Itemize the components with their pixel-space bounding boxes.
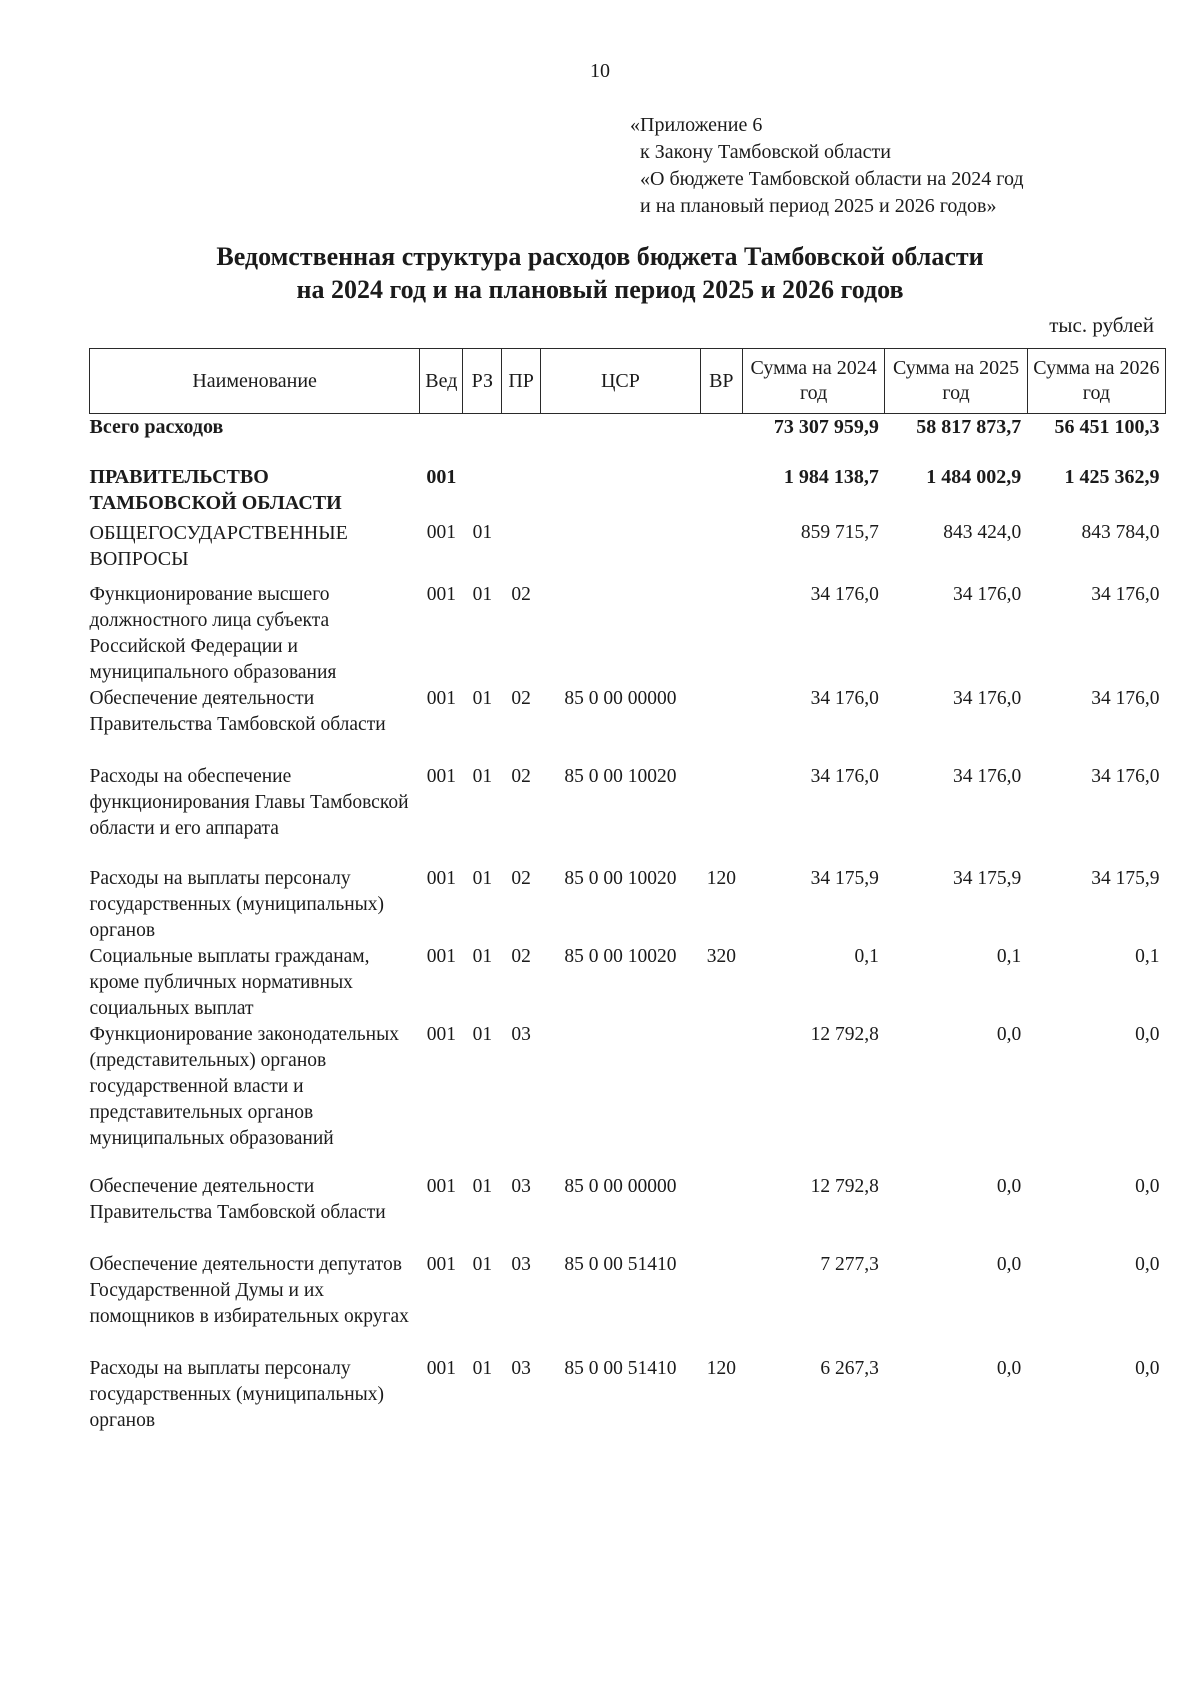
row-sum-2025: 58 817 873,7 [916, 416, 1022, 438]
row-ved: 001 [426, 1175, 456, 1197]
row-csr: 85 0 00 00000 [564, 687, 677, 709]
row-sum-2025: 843 424,0 [943, 521, 1022, 543]
row-pr: 02 [511, 867, 531, 889]
row-sum-2026: 1 425 362,9 [1064, 465, 1160, 488]
header-rz: РЗ [463, 349, 502, 414]
table-row [90, 686, 1166, 764]
row-sum-2024: 859 715,7 [800, 521, 879, 543]
row-rz: 01 [472, 765, 493, 787]
row-name: Расходы на выплаты персоналу государственных (муниципальных) органов [89, 867, 385, 941]
row-csr: 85 0 00 00000 [564, 1175, 677, 1197]
row-csr [541, 520, 701, 582]
row-sum-2026: 34 176,0 [1091, 687, 1160, 709]
row-rz: 01 [472, 583, 493, 605]
table-row [90, 944, 1166, 1022]
row-sum-2025: 1 484 002,9 [926, 465, 1022, 488]
header-name: Наименование [90, 349, 420, 414]
header-vr: ВР [700, 349, 742, 414]
row-pr: 02 [511, 765, 531, 787]
row-vr [700, 414, 742, 464]
row-sum-2026: 34 176,0 [1091, 765, 1160, 787]
row-pr: 03 [511, 1175, 531, 1197]
row-ved [420, 414, 463, 464]
row-sum-2024: 34 176,0 [810, 765, 879, 787]
row-sum-2025: 34 176,0 [953, 765, 1022, 787]
title-line-2: на 2024 год и на плановый период 2025 и 2026 годов [296, 275, 904, 304]
row-rz: 01 [472, 1023, 493, 1045]
row-name: Обеспечение деятельности депутатов Государственной Думы и их помощников в избирательных округах [89, 1253, 409, 1327]
row-vr [700, 764, 742, 866]
row-ved: 001 [426, 765, 456, 787]
row-vr [700, 1252, 742, 1356]
row-name: Всего расходов [89, 416, 224, 438]
table-row [90, 1174, 1166, 1252]
row-rz: 01 [472, 687, 493, 709]
row-name: Функционирование законодательных (представительных) органов государственной власти и представительных органов муниципальных образований [89, 1023, 399, 1149]
row-name: Обеспечение деятельности Правительства Тамбовской области [89, 1175, 386, 1223]
row-pr: 03 [511, 1023, 531, 1045]
header-pr: ПР [502, 349, 541, 414]
row-pr [502, 414, 541, 464]
row-sum-2025: 34 176,0 [953, 583, 1022, 605]
appendix-reference [630, 112, 1024, 220]
row-sum-2026: 34 175,9 [1091, 867, 1160, 889]
row-sum-2024: 34 176,0 [810, 583, 879, 605]
row-ved: 001 [426, 867, 456, 889]
row-sum-2026: 843 784,0 [1081, 521, 1160, 543]
row-ved: 001 [426, 465, 457, 488]
row-csr: 85 0 00 51410 [564, 1253, 677, 1275]
row-sum-2025: 34 176,0 [953, 687, 1022, 709]
table-body [90, 414, 1166, 1436]
units-label: тыс. рублей [1049, 313, 1154, 337]
table-row [90, 866, 1166, 944]
row-rz [463, 464, 502, 520]
row-pr [502, 464, 541, 520]
table-row [90, 1022, 1166, 1174]
title-line-1: Ведомственная структура расходов бюджета Тамбовской области [216, 242, 984, 271]
row-sum-2025: 0,0 [996, 1175, 1022, 1197]
row-csr: 85 0 00 10020 [564, 945, 677, 967]
row-vr [700, 686, 742, 764]
row-sum-2024: 73 307 959,9 [773, 416, 879, 438]
row-sum-2024: 34 176,0 [810, 687, 879, 709]
row-pr: 03 [511, 1357, 531, 1379]
row-name: Функционирование высшего должностного лица субъекта Российской Федерации и муниципального образования [89, 583, 337, 683]
row-sum-2026: 0,0 [1135, 1023, 1160, 1045]
row-rz [463, 414, 502, 464]
row-sum-2026: 34 176,0 [1091, 583, 1160, 605]
row-pr: 03 [511, 1253, 531, 1275]
table-row [90, 414, 1166, 464]
row-rz: 01 [472, 1357, 493, 1379]
row-sum-2024: 7 277,3 [820, 1253, 879, 1275]
header-sum-2025: Сумма на 2025 год [885, 349, 1027, 414]
row-vr [700, 520, 742, 582]
row-sum-2024: 1 984 138,7 [783, 465, 879, 488]
row-name: Социальные выплаты гражданам, кроме публичных нормативных социальных выплат [89, 945, 370, 1019]
row-sum-2025: 0,0 [996, 1253, 1022, 1275]
row-sum-2025: 0,0 [996, 1023, 1022, 1045]
appendix-line: к Закону Тамбовской области [640, 141, 891, 163]
row-name: ОБЩЕГОСУДАРСТВЕННЫЕ ВОПРОСЫ [89, 521, 348, 570]
row-vr [700, 464, 742, 520]
page-number: 10 [590, 60, 610, 82]
row-vr [700, 1174, 742, 1252]
table-row [90, 520, 1166, 582]
row-csr [541, 414, 701, 464]
row-sum-2026: 0,0 [1135, 1357, 1160, 1379]
row-sum-2024: 12 792,8 [810, 1023, 879, 1045]
appendix-line: «О бюджете Тамбовской области на 2024 год [640, 168, 1024, 190]
row-sum-2025: 34 175,9 [953, 867, 1022, 889]
row-sum-2026: 56 451 100,3 [1054, 416, 1160, 438]
row-pr: 02 [511, 583, 531, 605]
row-sum-2024: 12 792,8 [810, 1175, 879, 1197]
row-csr [541, 1022, 701, 1174]
row-ved: 001 [426, 945, 456, 967]
header-sum-2026: Сумма на 2026 год [1027, 349, 1165, 414]
row-vr [700, 582, 742, 686]
appendix-line: и на плановый период 2025 и 2026 годов» [640, 195, 997, 217]
row-ved: 001 [426, 583, 456, 605]
table-header-row [90, 349, 1166, 414]
table-row [90, 1252, 1166, 1356]
row-sum-2026: 0,0 [1135, 1253, 1160, 1275]
header-ved: Вед [420, 349, 463, 414]
header-sum-2024: Сумма на 2024 год [742, 349, 884, 414]
table-row [90, 1356, 1166, 1436]
document-title [0, 240, 1200, 306]
row-vr: 320 [706, 945, 736, 967]
row-pr [502, 520, 541, 582]
row-pr: 02 [511, 687, 531, 709]
row-rz: 01 [472, 521, 493, 543]
row-name: ПРАВИТЕЛЬСТВО ТАМБОВСКОЙ ОБЛАСТИ [89, 465, 342, 514]
row-rz: 01 [472, 867, 493, 889]
expenditure-table [89, 348, 1166, 1436]
row-ved: 001 [426, 1023, 456, 1045]
row-sum-2024: 34 175,9 [810, 867, 879, 889]
row-name: Обеспечение деятельности Правительства Тамбовской области [89, 687, 386, 735]
row-csr: 85 0 00 10020 [564, 867, 677, 889]
row-rz: 01 [472, 1253, 493, 1275]
row-csr: 85 0 00 51410 [564, 1357, 677, 1379]
row-csr [541, 464, 701, 520]
row-rz: 01 [472, 945, 493, 967]
row-sum-2026: 0,0 [1135, 1175, 1160, 1197]
row-ved: 001 [426, 1253, 456, 1275]
row-rz: 01 [472, 1175, 493, 1197]
appendix-line: «Приложение 6 [630, 114, 763, 136]
row-vr [700, 1022, 742, 1174]
row-pr: 02 [511, 945, 531, 967]
row-sum-2024: 6 267,3 [820, 1357, 879, 1379]
row-ved: 001 [426, 1357, 456, 1379]
row-sum-2025: 0,0 [996, 1357, 1022, 1379]
table-row [90, 764, 1166, 866]
row-ved: 001 [426, 521, 456, 543]
table-row [90, 464, 1166, 520]
row-sum-2025: 0,1 [996, 945, 1022, 967]
row-csr: 85 0 00 10020 [564, 765, 677, 787]
row-vr: 120 [706, 867, 736, 889]
row-sum-2024: 0,1 [854, 945, 879, 967]
row-ved: 001 [426, 687, 456, 709]
header-csr: ЦСР [541, 349, 701, 414]
row-sum-2026: 0,1 [1135, 945, 1160, 967]
row-csr [541, 582, 701, 686]
row-vr: 120 [706, 1357, 736, 1379]
row-name: Расходы на выплаты персоналу государственных (муниципальных) органов [89, 1357, 385, 1431]
table-row [90, 582, 1166, 686]
row-name: Расходы на обеспечение функционирования Главы Тамбовской области и его аппарата [89, 765, 409, 839]
